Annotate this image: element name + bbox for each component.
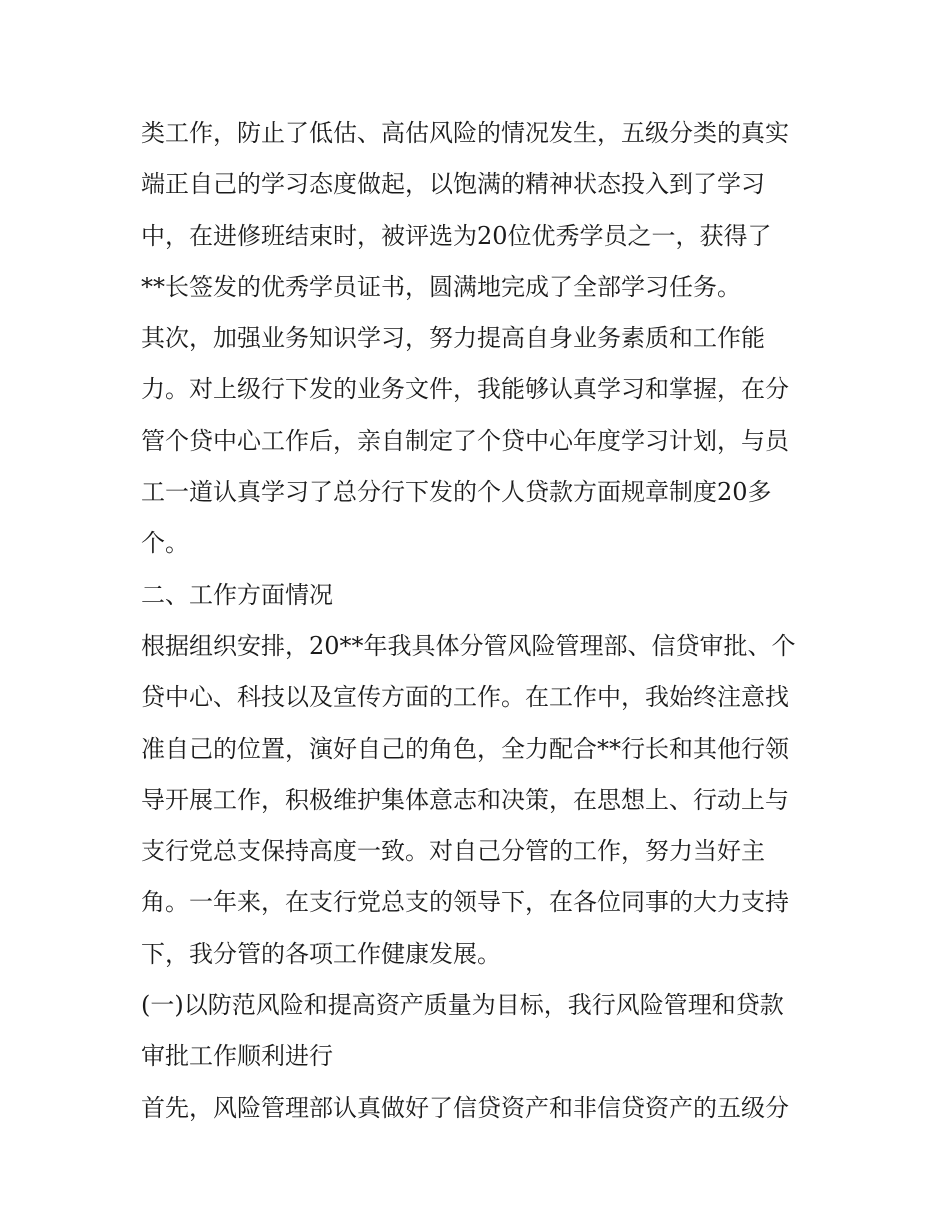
section-heading: 二、工作方面情况: [141, 580, 333, 609]
subsection-heading: 审批工作顺利进行: [141, 1042, 333, 1071]
text-line: 准自己的位置，演好自己的角色，全力配合**行长和其他行领: [141, 734, 789, 763]
text-line: 其次，加强业务知识学习，努力提高自身业务素质和工作能: [141, 324, 765, 353]
text-line: **长签发的优秀学员证书，圆满地完成了全部学习任务。: [141, 272, 741, 301]
text-line: 管个贷中心工作后，亲自制定了个贷中心年度学习计划，与员: [141, 426, 789, 455]
text-line: 力。对上级行下发的业务文件，我能够认真学习和掌握，在分: [141, 375, 789, 404]
text-line: 支行党总支保持高度一致。对自己分管的工作，努力当好主: [141, 837, 765, 866]
text-line: 角。一年来，在支行党总支的领导下，在各位同事的大力支持: [141, 888, 789, 917]
text-line: 下，我分管的各项工作健康发展。: [141, 939, 501, 968]
text-line: 根据组织安排，20**年我具体分管风险管理部、信贷审批、个: [141, 631, 796, 660]
text-line: 个。: [141, 529, 189, 558]
text-line: 端正自己的学习态度做起，以饱满的精神状态投入到了学习: [141, 170, 765, 199]
text-line: 导开展工作，积极维护集体意志和决策，在思想上、行动上与: [141, 785, 789, 814]
subsection-heading: (一)以防范风险和提高资产质量为目标，我行风险管理和贷款: [141, 991, 784, 1020]
text-line: 类工作，防止了低估、高估风险的情况发生，五级分类的真实: [141, 119, 789, 147]
text-line: 中，在进修班结束时，被评选为20位优秀学员之一，获得了: [141, 221, 772, 250]
document-body: [141, 108, 821, 1134]
text-line: 首先，风险管理部认真做好了信贷资产和非信贷资产的五级分: [141, 1093, 789, 1122]
text-line: 工一道认真学习了总分行下发的个人贷款方面规章制度20多: [141, 478, 772, 507]
text-line: 贷中心、科技以及宣传方面的工作。在工作中，我始终注意找: [141, 683, 789, 712]
